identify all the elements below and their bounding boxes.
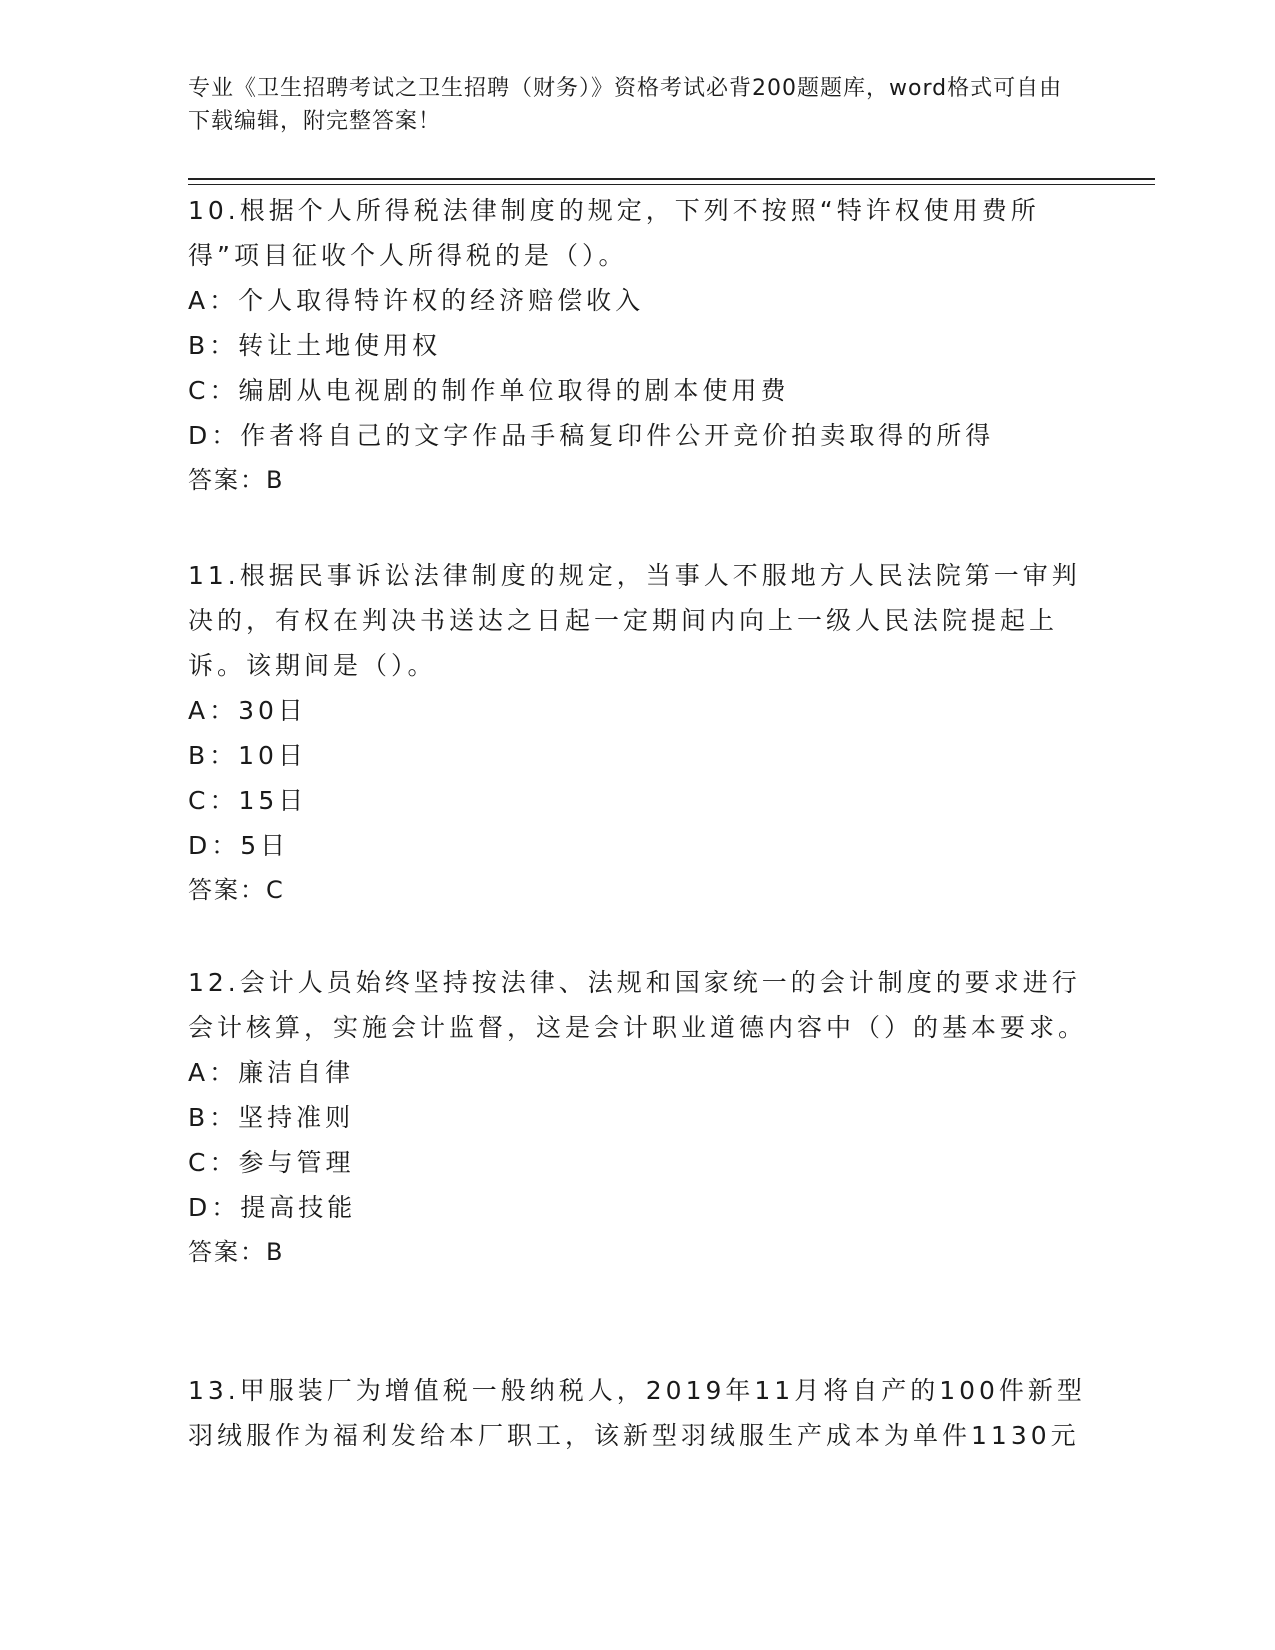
option-b: B：10日	[188, 741, 307, 770]
answer: 答案：B	[188, 1238, 285, 1266]
question-10	[188, 188, 1088, 503]
question-12	[188, 960, 1088, 1275]
option-d: D：5日	[188, 831, 290, 860]
option-c: C：15日	[188, 786, 308, 815]
question-stem: 13.甲服装厂为增值税一般纳税人，2019年11月将自产的100件新型羽绒服作为福利发给本厂职工，该新型羽绒服生产成本为单件1130元	[188, 1376, 1086, 1450]
option-d: D：提高技能	[188, 1193, 357, 1222]
header-divider	[188, 178, 1155, 180]
document-header: 专业《卫生招聘考试之卫生招聘（财务）》资格考试必背200题题库，word格式可自由下载编辑，附完整答案！	[188, 76, 1063, 134]
answer: 答案：B	[188, 466, 285, 494]
answer: 答案：C	[188, 876, 285, 904]
option-b: B：坚持准则	[188, 1103, 355, 1132]
question-13	[188, 1368, 1088, 1458]
header-divider-thin	[188, 184, 1155, 185]
option-d: D：作者将自己的文字作品手稿复印件公开竞价拍卖取得的所得	[188, 421, 995, 450]
option-c: C：编剧从电视剧的制作单位取得的剧本使用费	[188, 376, 790, 405]
option-c: C：参与管理	[188, 1148, 355, 1177]
option-a: A：个人取得特许权的经济赔偿收入	[188, 286, 645, 315]
option-b: B：转让土地使用权	[188, 331, 442, 360]
question-stem: 12.会计人员始终坚持按法律、法规和国家统一的会计制度的要求进行会计核算，实施会计监督，这是会计职业道德内容中（）的基本要求。	[188, 968, 1088, 1042]
option-a: A：30日	[188, 696, 307, 725]
question-stem: 10.根据个人所得税法律制度的规定，下列不按照“特许权使用费所得”项目征收个人所得税的是（）。	[188, 196, 1040, 270]
question-11	[188, 553, 1088, 913]
question-stem: 11.根据民事诉讼法律制度的规定，当事人不服地方人民法院第一审判决的，有权在判决书送达之日起一定期间内向上一级人民法院提起上诉。该期间是（）。	[188, 561, 1081, 680]
option-a: A：廉洁自律	[188, 1058, 355, 1087]
